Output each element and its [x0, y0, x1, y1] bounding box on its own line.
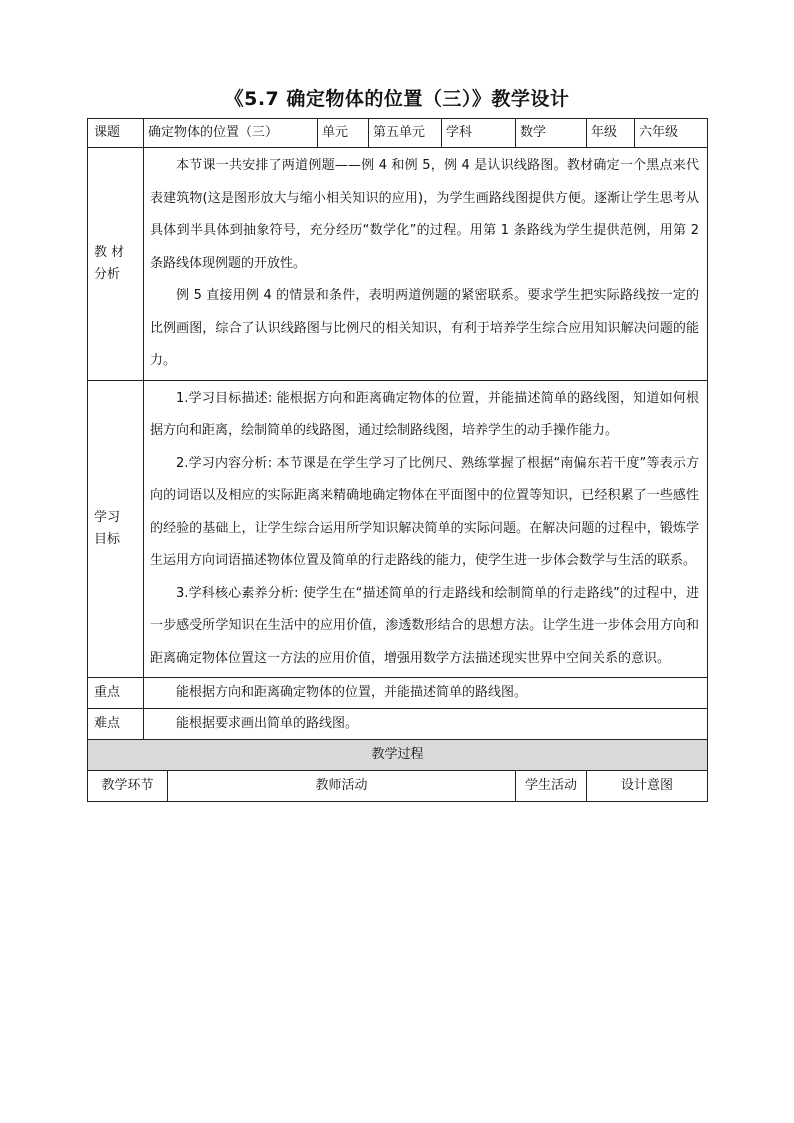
keypoint-row — [88, 678, 708, 709]
difficulty-text: 能根据要求画出简单的路线图。 — [144, 709, 708, 740]
lesson-plan-table — [87, 118, 708, 802]
objective-paragraph: 3.学科核心素养分析: 使学生在“描述简单的行走路线和绘制简单的行走路线”的过程中，进一步感受所学知识在生活中的应用价值，渗透数形结合的思想方法。让学生进一步体会用方向和距离确定物体位置这一方法的应用价值，增强用数学方法描述现实世界中空间关系的意识。 — [150, 585, 700, 666]
topic-value: 确定物体的位置（三） — [144, 119, 318, 148]
keypoint-text: 能根据方向和距离确定物体的位置，并能描述简单的路线图。 — [144, 678, 708, 709]
difficulty-row — [88, 709, 708, 740]
header-row — [88, 119, 708, 148]
keypoint-label: 重点 — [88, 678, 144, 709]
objective-paragraph: 1.学习目标描述: 能根据方向和距离确定物体的位置，并能描述简单的路线图，知道如何根据方向和距离，绘制简单的线路图，通过绘制路线图，培养学生的动手操作能力。 — [150, 390, 700, 438]
objectives-content — [144, 380, 708, 678]
unit-value: 第五单元 — [369, 119, 442, 148]
objectives-label — [88, 380, 144, 678]
analysis-paragraph: 例 5 直接用例 4 的情景和条件，表明两道例题的紧密联系。要求学生把实际路线按一定的比例画图，综合了认识线路图与比例尺的相关知识，有利于培养学生综合应用知识解决问题的能力。 — [150, 288, 700, 368]
process-columns-row — [88, 771, 708, 802]
column-student-activity: 学生活动 — [516, 771, 587, 802]
page-title: 《5.7 确定物体的位置（三）》教学设计 — [224, 88, 570, 110]
analysis-paragraph: 本节课一共安排了两道例题——例 4 和例 5，例 4 是认识线路图。教材确定一个黑点来代表建筑物(这是图形放大与缩小相关知识的应用)，为学生画路线图提供方便。逐渐让学生思考从具体到半具体到抽象符号，充分经历“数学化”的过程。用第 1 条路线为学生提供范例，用第 2 条路线体现例题的开放性。 — [150, 158, 700, 271]
objectives-label-line1: 学习 — [94, 509, 121, 525]
column-teaching-stage: 教学环节 — [88, 771, 168, 802]
process-heading: 教学过程 — [88, 740, 708, 771]
grade-value: 六年级 — [635, 119, 708, 148]
unit-label: 单元 — [318, 119, 369, 148]
analysis-label-line2: 分析 — [94, 266, 121, 282]
difficulty-label: 难点 — [88, 709, 144, 740]
subject-value: 数学 — [516, 119, 587, 148]
analysis-content — [144, 148, 708, 381]
analysis-row — [88, 148, 708, 381]
analysis-label — [88, 148, 144, 381]
process-heading-row — [88, 740, 708, 771]
objectives-row — [88, 380, 708, 678]
column-teacher-activity: 教师活动 — [168, 771, 516, 802]
analysis-label-line1: 教 材 — [94, 244, 125, 260]
grade-label: 年级 — [587, 119, 635, 148]
topic-label: 课题 — [88, 119, 144, 148]
subject-label: 学科 — [442, 119, 516, 148]
column-design-intent: 设计意图 — [587, 771, 708, 802]
objectives-label-line2: 目标 — [94, 531, 121, 547]
objective-paragraph: 2.学习内容分析: 本节课是在学生学习了比例尺、熟练掌握了根据“南偏东若干度”等表示方向的词语以及相应的实际距离来精确地确定物体在平面图中的位置等知识，已经积累了一些感性的经验的基础上，让学生综合运用所学知识解决简单的实际问题。在解决问题的过程中，锻炼学生运用方向词语描述物体位置及简单的行走路线的能力，使学生进一步体会数学与生活的联系。 — [150, 455, 700, 568]
